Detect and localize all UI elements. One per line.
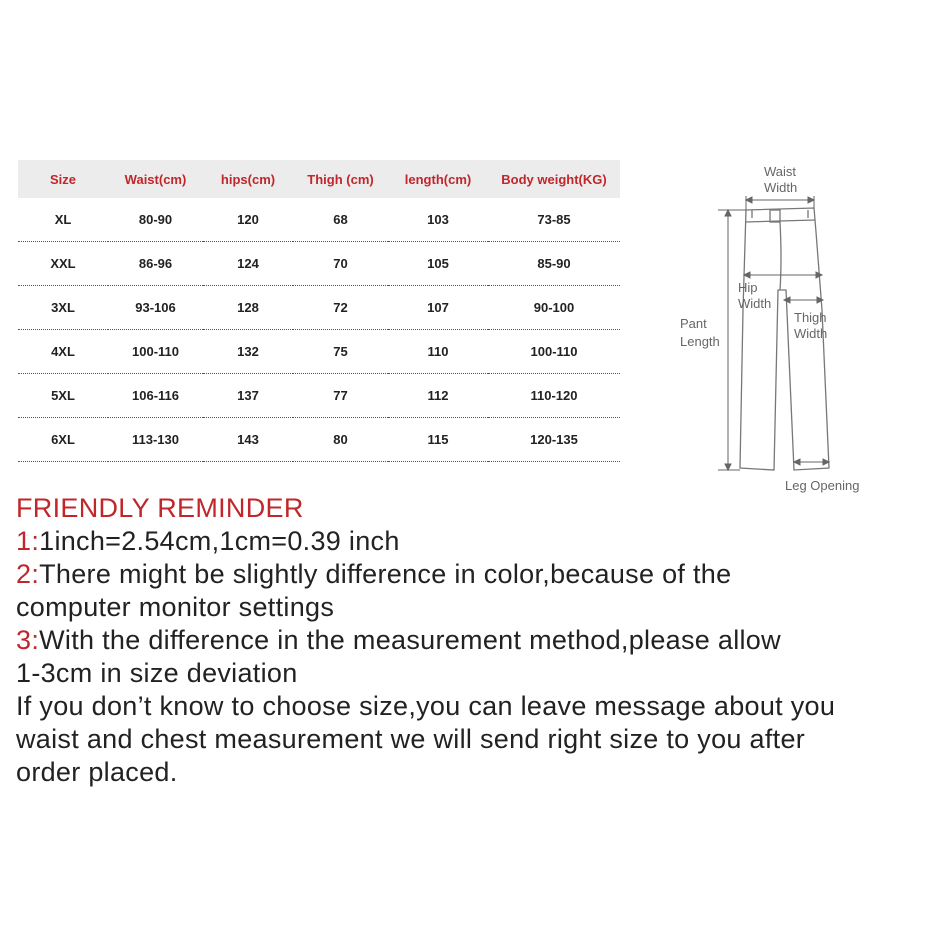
waist-width-label: Width: [764, 180, 798, 195]
reminder-note-line-3: order placed.: [16, 757, 178, 787]
cell-length: 107: [388, 286, 488, 330]
cell-length: 115: [388, 418, 488, 462]
cell-waist: 80-90: [108, 198, 203, 242]
reminder-item-2-continued: computer monitor settings: [16, 592, 335, 622]
table-row: [18, 286, 620, 330]
table-header-row: [18, 160, 620, 198]
header-waist: Waist(cm): [108, 160, 203, 198]
reminder-item-1-number: 1:: [16, 526, 40, 556]
waist-label: Waist: [764, 164, 797, 179]
table-row: [18, 242, 620, 286]
thigh-label: Thigh: [794, 310, 827, 325]
cell-thigh: 80: [293, 418, 388, 462]
reminder-item-3-text: With the difference in the measurement method,please allow: [39, 625, 781, 655]
cell-thigh: 70: [293, 242, 388, 286]
reminder-item-3-continued: 1-3cm in size deviation: [16, 658, 298, 688]
table-row: [18, 374, 620, 418]
leg-opening-arrow-icon: [794, 459, 829, 465]
hip-label: Hip: [738, 280, 758, 295]
cell-hips: 143: [203, 418, 293, 462]
reminder-item-2-text: There might be slightly difference in color,because of the: [39, 559, 732, 589]
cell-length: 105: [388, 242, 488, 286]
pants-measurement-diagram: [670, 160, 890, 500]
cell-body-weight: 110-120: [488, 374, 620, 418]
cell-body-weight: 120-135: [488, 418, 620, 462]
size-chart-table: [18, 160, 620, 462]
header-hips: hips(cm): [203, 160, 293, 198]
cell-waist: 113-130: [108, 418, 203, 462]
cell-hips: 132: [203, 330, 293, 374]
cell-size: 5XL: [18, 374, 108, 418]
cell-body-weight: 85-90: [488, 242, 620, 286]
leg-opening-label: Leg Opening: [785, 478, 860, 493]
cell-body-weight: 100-110: [488, 330, 620, 374]
header-body-weight: Body weight(KG): [488, 160, 620, 198]
table-row: [18, 198, 620, 242]
cell-hips: 137: [203, 374, 293, 418]
cell-thigh: 75: [293, 330, 388, 374]
header-size: Size: [18, 160, 108, 198]
cell-waist: 86-96: [108, 242, 203, 286]
header-length: length(cm): [388, 160, 488, 198]
pant-length-label: Length: [680, 334, 720, 349]
cell-length: 103: [388, 198, 488, 242]
reminder-item-1: [16, 525, 946, 558]
thigh-width-label: Width: [794, 326, 828, 341]
hip-width-arrow-icon: [744, 272, 822, 278]
friendly-reminder-section: [16, 492, 946, 789]
reminder-note-line-2: waist and chest measurement we will send right size to you after: [16, 724, 806, 754]
cell-size: 4XL: [18, 330, 108, 374]
cell-size: XL: [18, 198, 108, 242]
cell-thigh: 68: [293, 198, 388, 242]
cell-hips: 120: [203, 198, 293, 242]
reminder-note-line-1: If you don’t know to choose size,you can leave message about you: [16, 691, 836, 721]
cell-body-weight: 90-100: [488, 286, 620, 330]
cell-thigh: 77: [293, 374, 388, 418]
reminder-item-2: [16, 558, 946, 591]
cell-waist: 106-116: [108, 374, 203, 418]
cell-waist: 93-106: [108, 286, 203, 330]
table-row: [18, 330, 620, 374]
thigh-width-arrow-icon: [784, 297, 823, 303]
cell-size: XXL: [18, 242, 108, 286]
header-thigh: Thigh (cm): [293, 160, 388, 198]
cell-thigh: 72: [293, 286, 388, 330]
table-row: [18, 418, 620, 462]
cell-size: 6XL: [18, 418, 108, 462]
reminder-item-2-number: 2:: [16, 559, 40, 589]
cell-hips: 124: [203, 242, 293, 286]
cell-hips: 128: [203, 286, 293, 330]
cell-size: 3XL: [18, 286, 108, 330]
cell-waist: 100-110: [108, 330, 203, 374]
cell-length: 110: [388, 330, 488, 374]
reminder-title: FRIENDLY REMINDER: [16, 493, 304, 523]
reminder-item-3-number: 3:: [16, 625, 40, 655]
hip-width-label: Width: [738, 296, 772, 311]
reminder-item-3: [16, 624, 946, 657]
cell-body-weight: 73-85: [488, 198, 620, 242]
pant-label: Pant: [680, 316, 707, 331]
reminder-item-1-text: 1inch=2.54cm,1cm=0.39 inch: [39, 526, 400, 556]
cell-length: 112: [388, 374, 488, 418]
